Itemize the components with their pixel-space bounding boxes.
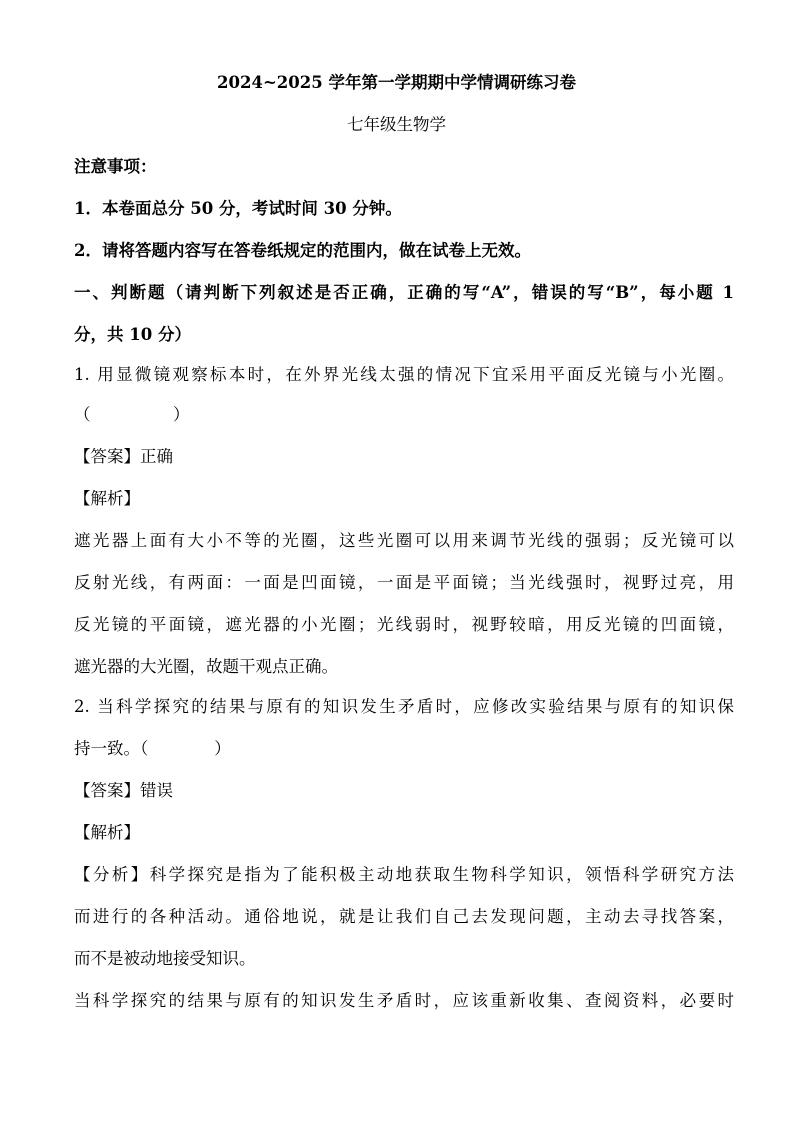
analysis-text: 反射光线，有两面：一面是凹面镜，一面是平面镜；当光线强时，视野过亮，用 bbox=[74, 573, 734, 592]
notes-heading: 注意事项： bbox=[74, 157, 157, 176]
section-heading-cont: 分，共 10 分） bbox=[74, 325, 191, 344]
note-item: 2．请将答题内容写在答卷纸规定的范围内，做在试卷上无效。 bbox=[74, 241, 531, 260]
analysis-label: 【解析】 bbox=[74, 489, 140, 508]
question-stem: 2. 当科学探究的结果与原有的知识发生矛盾时，应修改实验结果与原有的知识保 bbox=[74, 697, 734, 716]
page-subtitle: 七年级生物学 bbox=[347, 115, 446, 134]
answer-label: 【答案】错误 bbox=[74, 781, 173, 800]
answer-label: 【答案】正确 bbox=[74, 447, 173, 466]
analysis-text: 当科学探究的结果与原有的知识发生矛盾时，应该重新收集、查阅资料，必要时 bbox=[74, 991, 734, 1010]
analysis-text: 而进行的各种活动。通俗地说，就是让我们自己去发现问题，主动去寻找答案， bbox=[74, 907, 734, 926]
analysis-text: 遮光器的大光圈，故题干观点正确。 bbox=[74, 657, 338, 676]
analysis-text: 遮光器上面有大小不等的光圈，这些光圈可以用来调节光线的强弱；反光镜可以 bbox=[74, 531, 734, 550]
note-item: 1．本卷面总分 50 分，考试时间 30 分钟。 bbox=[74, 199, 402, 218]
question-answer-blank: 持一致。（ ） bbox=[74, 739, 231, 758]
analysis-text: 【分析】科学探究是指为了能积极主动地获取生物科学知识，领悟科学研究方法 bbox=[74, 865, 734, 884]
analysis-text: 反光镜的平面镜，遮光器的小光圈；光线弱时，视野较暗，用反光镜的凹面镜， bbox=[74, 615, 734, 634]
question-answer-blank: （ ） bbox=[74, 405, 190, 424]
question-stem: 1. 用显微镜观察标本时，在外界光线太强的情况下宜采用平面反光镜与小光圈。 bbox=[74, 365, 734, 384]
analysis-label: 【解析】 bbox=[74, 823, 140, 842]
analysis-text: 而不是被动地接受知识。 bbox=[74, 949, 256, 968]
page-title: 2024~2025 学年第一学期期中学情调研练习卷 bbox=[217, 73, 576, 92]
section-heading: 一、判断题（请判断下列叙述是否正确，正确的写“A”，错误的写“B”，每小题 1 bbox=[74, 283, 734, 302]
